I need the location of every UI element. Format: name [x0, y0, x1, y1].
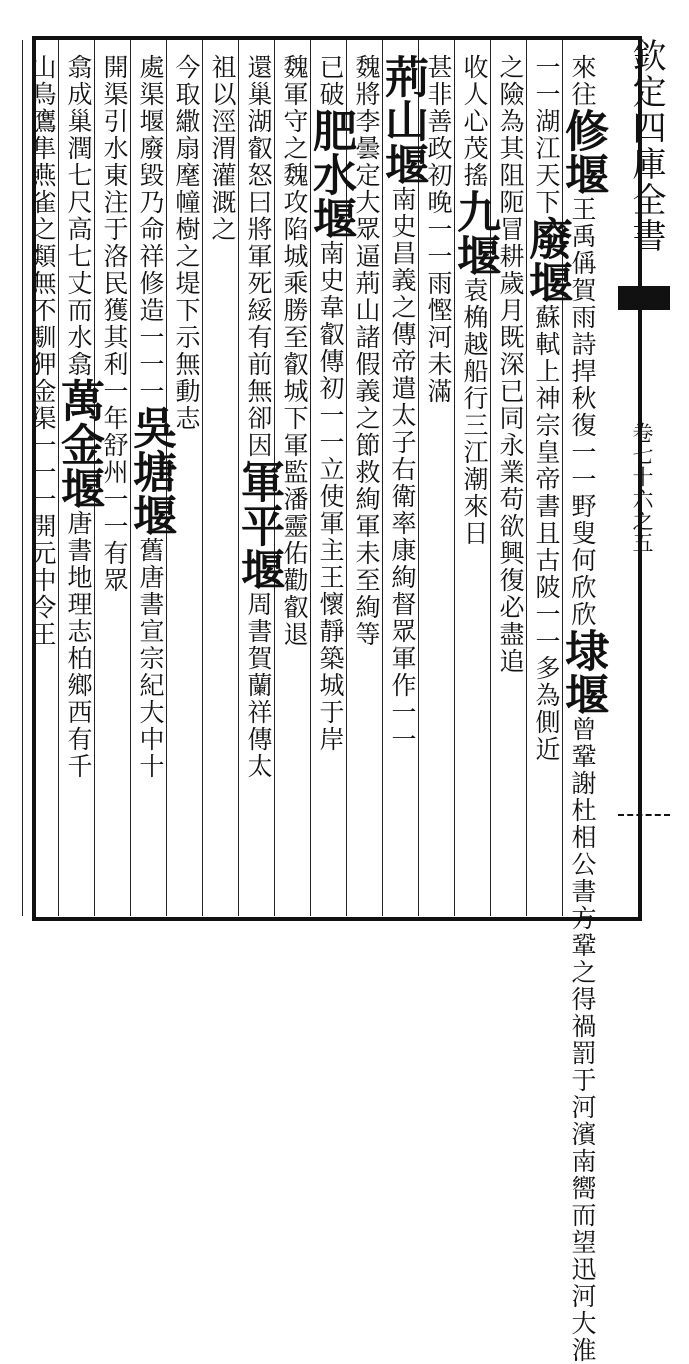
entry-text: 一一湖江天下 [532, 54, 561, 216]
entry-text: 南史韋叡傳初一一立使軍主王懷靜築城于岸 [316, 240, 345, 753]
entry-text: 曾鞏謝杜相公書方鞏之得禍罰于河濱南嚮而望迅河大淮 [568, 716, 597, 1364]
book-title: 欽定四庫全書 [626, 38, 666, 254]
text-column [377, 54, 428, 914]
entry-heading: 修堰 [557, 108, 608, 196]
text-column [557, 54, 608, 1364]
margin-band [618, 34, 668, 924]
entry-text: 已破 [316, 54, 345, 108]
entry-text: 金渠一一一開元中令王 [28, 378, 57, 648]
dashed-rule [618, 814, 670, 816]
entry-text: 袁桷越船行三江潮來日 [460, 277, 489, 547]
entry-text: 初晚一一雨慳河未滿 [424, 162, 453, 405]
entry-text: 祖以涇渭灌溉之 [208, 54, 237, 243]
chapter-label: 卷七十六之五 [630, 422, 654, 554]
fish-tail-mark [618, 286, 670, 310]
entry-heading: 萬金堰 [53, 378, 104, 510]
entry-text: 還巢湖叡怒曰將軍死綏有前無卻因 [244, 54, 273, 459]
entry-heading: 廢堰 [521, 216, 572, 304]
entry-text: 王禹偁賀雨詩捍秋復一一野叟何欣欣 [568, 196, 597, 628]
entry-text: 蘇軾上神宗皇帝書且古陂一一多為側近 [532, 304, 561, 763]
entry-text: 之險為其阻阨 [496, 54, 525, 216]
entry-text: 開渠引水東注于洛民獲其利 [100, 54, 129, 378]
text-column [22, 54, 62, 914]
text-column [125, 54, 176, 914]
text-column [53, 54, 104, 914]
entry-heading: 荊山堰 [377, 54, 428, 186]
entry-text: 甚非善政 [424, 54, 453, 162]
entry-text: 冒耕歲月既深已同永業苟欲興復必盡追 [496, 216, 525, 675]
entry-text: 守之魏攻陷城乘勝至叡城下軍監潘靈佑勸叡退 [280, 108, 309, 648]
entry-text: 一年舒州一一有眾 [100, 378, 129, 594]
entry-text: 山鳥鷹隼燕雀之類無不馴狎 [28, 54, 57, 378]
entry-text: 處渠堰廢毀乃命祥修造一一一 [136, 54, 165, 405]
text-column [490, 54, 530, 914]
text-column [521, 54, 572, 914]
entry-text: 翕成巢潤七尺高七丈而水翕 [64, 54, 93, 378]
entry-heading: 肥水堰 [305, 108, 356, 240]
entry-heading: 吳塘堰 [125, 405, 176, 537]
entry-text: 魏將李曇定大眾逼荊山諸假義之節救絢軍未至絢等 [352, 54, 381, 648]
text-column [305, 54, 356, 914]
entry-text: 唐書地理志柏鄉西有千 [64, 510, 93, 780]
text-column [449, 54, 500, 914]
entry-text: 周書賀蘭祥傳太 [244, 591, 273, 780]
entry-text: 舊唐書宣宗紀大中十 [136, 537, 165, 780]
entry-text: 收人心茂搖 [460, 54, 489, 189]
column-rule [22, 40, 23, 916]
entry-heading: 埭堰 [557, 628, 608, 716]
entry-text: 南史昌義之傳帝遣太子右衛率康絢督眾軍作一一 [388, 186, 417, 753]
text-column [202, 54, 242, 914]
entry-text: 來往 [568, 54, 597, 108]
entry-heading: 九堰 [449, 189, 500, 277]
entry-text: 魏軍 [280, 54, 309, 108]
entry-heading: 軍平堰 [233, 459, 284, 591]
text-column [233, 54, 284, 914]
entry-text: 今取繖扇麾幢樹之堤下示無動志 [172, 54, 201, 432]
